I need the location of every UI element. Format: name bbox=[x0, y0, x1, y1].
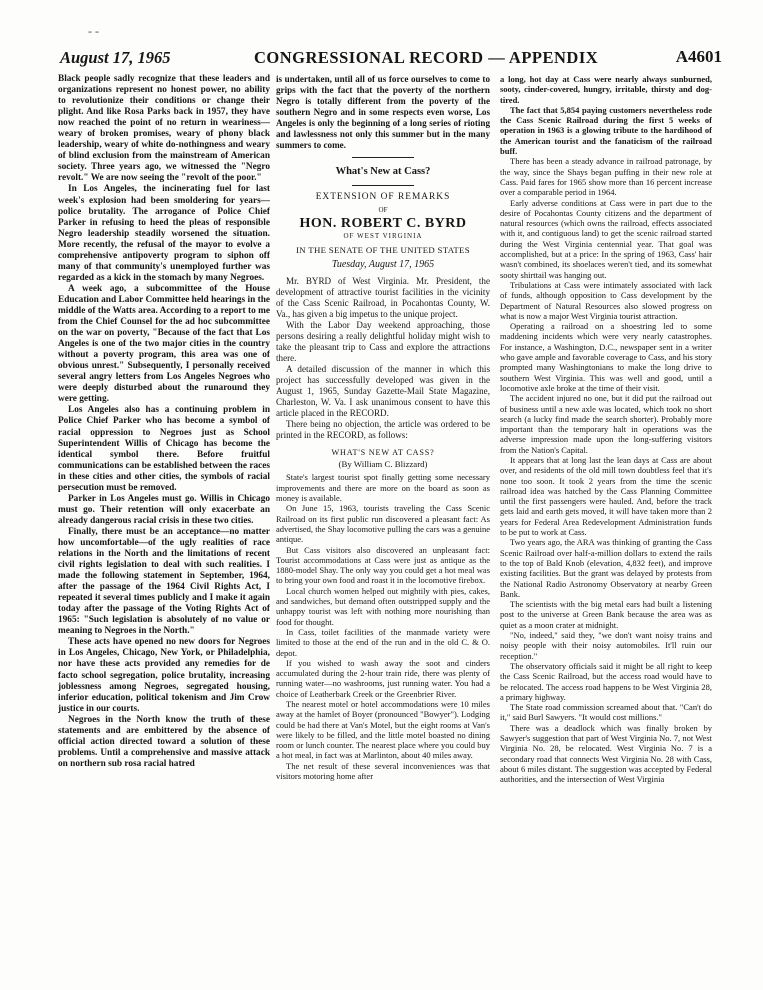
column-2 bbox=[276, 74, 490, 974]
paragraph: Finally, there must be an acceptance—no matter how uncomfortable—of the ugly realities of race relations in the North and the limitations of recent civil rights legislation to deal with such realities. I made the following statement in September, 1964, after the passage of the 1964 Civil Rights Act, I repeated it several times publicly and I make it again today after the passage of the Voting Rights Act of 1965: "Such legislation is absolutely of no value or meaning to Negroes in the North." bbox=[58, 526, 270, 637]
chamber-label: IN THE SENATE OF THE UNITED STATES bbox=[296, 244, 470, 255]
stray-mark: - - bbox=[88, 24, 99, 38]
paragraph: The nearest motel or hotel accommodations were 10 miles away at the hamlet of Boyer (pronounced "Bowyer"). Lodging could be had there at Van's Motel, but the eight rooms at Van's were likely to be filled, and the little motel boasted no dining room or lunch counter. The nearest place where you could buy a hot meal, in fact was at Marlinton, about 40 miles away. bbox=[276, 698, 490, 761]
article-title: WHAT'S NEW AT CASS? bbox=[331, 448, 435, 458]
paragraph: The scientists with the big metal ears had built a listening post to the universe at Green Bank because the area was as quiet as a moon crater at midnight. bbox=[500, 599, 712, 630]
paragraph: On June 15, 1963, tourists traveling the Cass Scenic Railroad on its first public run discovered a pleasant fact: As advertised, the Shay locomotive pulling the cars was a genuine antique. bbox=[276, 503, 490, 545]
paragraph: The fact that 5,854 paying customers nevertheless rode the Cass Scenic Railroad during the first 5 weeks of operation in 1963 is a glowing tribute to the hardihood of the American tourist and the fanaticism of the railroad buff. bbox=[500, 104, 712, 157]
section-title: What's New at Cass? bbox=[335, 166, 431, 178]
paragraph: Negroes in the North know the truth of these statements and are embittered by the absence of official action directed toward a solution of these problems. Until a comprehensive and massive attack on northern sub rosa racial hatred bbox=[58, 714, 270, 769]
paragraph: In Cass, toilet facilities of the manmade variety were limited to those at the end of the run and in the old C. & O. depot. bbox=[276, 626, 490, 658]
paragraph: These acts have opened no new doors for Negroes in Los Angeles, Chicago, New York, or Philadelphia, nor have these acts provided any remedies for de facto school segregation, police brutality, increasing joblessness among Negroes, segregated housing, inferior education, political tokenism and Jim Crow justice in our courts. bbox=[58, 637, 270, 714]
column-3 bbox=[500, 74, 712, 974]
paragraph: Two years ago, the ARA was thinking of granting the Cass Scenic Railroad over half-a-million dollars to extend the rails to the top of Bald Knob (elevation, 4,832 feet), and improve existing facilities. But the grant was delayed by protests from the National Radio Astronomy Observatory at nearby Green Bank. bbox=[500, 537, 712, 599]
paragraph: The State road commission screamed about that. "Can't do it," said Burl Sawyers. "It would cost millions." bbox=[500, 702, 712, 723]
paragraph: The accident injured no one, but it did put the railroad out of business until a new axle was located, which took no short search (a lucky find made the search shorter). Probably more important than the temporary halt in operations was the adverse impression made upon the long-suffering visitors from the Nation's Capital. bbox=[500, 393, 712, 455]
paragraph: Tribulations at Cass were intimately associated with lack of funds, although opposition to Cass development by the Department of Natural Resources also slowed progress on what is now a major West Virginia tourist attraction. bbox=[500, 279, 712, 321]
paragraph: It appears that at long last the lean days at Cass are about over, and residents of the old mill town doubtless feel that it's none too soon. It took 2 years from the time the scenic railroad idea was hatched by the Cass Planning Committee until the first passengers were hauled. And, before the track gets laid and earth gets moved, it will have taken more than 2 years for Federal Area Redevelopment Administration funds to be put to work at Cass. bbox=[500, 454, 712, 538]
paragraph: There was a deadlock which was finally broken by Sawyer's suggestion that part of West Virginia No. 7, not West Virginia No. 28, be relocated. West Virginia No. 7 is a secondary road that connects West Virginia No. 28 with Cass, about 6 miles distant. The suggestion was accepted by Federal authorities, and the intersection of West Virginia bbox=[500, 722, 712, 785]
divider bbox=[352, 185, 414, 186]
paragraph: is undertaken, until all of us force ourselves to come to grips with the fact that the poverty of the northern Negro is totally different from the poverty of the southern Negro and in some respects even worse, Los Angeles is only the beginning of a long series of rioting and lawlessness not only this summer but in the many summers to come. bbox=[276, 74, 490, 151]
paragraph: Parker in Los Angeles must go. Willis in Chicago must go. Their retention will only exacerbate an already dangerous racial crisis in these two cities. bbox=[58, 493, 270, 526]
paragraph: The observatory officials said it might be all right to keep the Cass Scenic Railroad, but the access road would have to be relocated. The access road happens to be West Virginia 28, a primary highway. bbox=[500, 660, 712, 702]
paragraph: Operating a railroad on a shoestring led to some maddening incidents which were very nearly catastrophes. For instance, a Washington, D.C., newspaper sent in a writer who gave ample and favorable coverage to Cass, and his story prompted many Washingtonians to make the long drive to southern West Virginia. This was well and good, until a locomotive axle broke at the time of their visit. bbox=[500, 321, 712, 393]
article-byline: (By William C. Blizzard) bbox=[338, 459, 428, 470]
of-label: OF bbox=[378, 206, 388, 215]
extension-heading: EXTENSION OF REMARKS bbox=[315, 192, 451, 203]
paragraph: The net result of these several inconveniences was that visitors motoring home after bbox=[276, 760, 490, 782]
paragraph: There being no objection, the article was ordered to be printed in the RECORD, as follows: bbox=[276, 419, 490, 441]
paragraph: a long, hot day at Cass were nearly always sunburned, sooty, cinder-covered, hungry, irritable, thirsty and dog-tired. bbox=[500, 74, 712, 105]
paragraph: A detailed discussion of the manner in which this project has successfully developed was given in the August 1, 1965, Sunday Gazette-Mail State Magazine, Charleston, W. Va. I ask unanimous consent to have this article placed in the RECORD. bbox=[276, 364, 490, 419]
paragraph: But Cass visitors also discovered an unpleasant fact: Tourist accommodations at Cass were just as antique as the 1880-model Shay. The only way you could get a hot meal was to bring your own food and roast it in the locomotive firebox. bbox=[276, 544, 490, 586]
speaker-name: HON. ROBERT C. BYRD bbox=[299, 216, 467, 232]
paragraph: Local church women helped out mightily with pies, cakes, and sandwiches, but demand often outstripped supply and the unhappy tourist was left with nothing more nourishing than food for thought. bbox=[276, 585, 490, 627]
page-number: A4601 bbox=[675, 47, 722, 66]
article-body bbox=[276, 472, 490, 781]
paragraph: Los Angeles also has a continuing problem in Police Chief Parker who has become a symbol of racial oppression to Negroes just as School Superintendent Willis of Chicago has become the identical symbol there. Before fruitful communications can be established between the races in these cities and other cities, the symbols of racial persecution must be removed. bbox=[58, 405, 270, 493]
speaker-state: OF WEST VIRGINIA bbox=[343, 231, 423, 240]
page-header bbox=[46, 44, 722, 72]
paragraph: There has been a steady advance in railroad patronage, by the way, since the Shays began puffing in their new role at Cass. Paid fares for 1965 show more than 16 percent increase over a comparable period in 1964. bbox=[500, 156, 712, 198]
paragraph: "No, indeed," said they, "we don't want noisy trains and noisy people with their noisy automobiles. It'll ruin our reception." bbox=[500, 630, 712, 661]
paragraph: Mr. BYRD of West Virginia. Mr. President, the development of attractive tourist facilities in the vicinity of the Cass Scenic Railroad, in Pocahontas County, W. Va., has given a big impetus to the unique project. bbox=[276, 275, 490, 319]
section-date: Tuesday, August 17, 1965 bbox=[331, 258, 435, 270]
paragraph: State's largest tourist spot finally getting some necessary improvements and there are more on the board as soon as money is available. bbox=[276, 472, 490, 504]
header-title: CONGRESSIONAL RECORD — APPENDIX bbox=[254, 48, 599, 67]
divider bbox=[352, 157, 414, 158]
paragraph: With the Labor Day weekend approaching, those persons desiring a really delightful holiday might wish to take the pleasant trip to Cass and explore the attractions there. bbox=[276, 319, 490, 363]
column-1 bbox=[58, 74, 270, 974]
header-date: August 17, 1965 bbox=[60, 48, 171, 67]
paragraph: A week ago, a subcommittee of the House Education and Labor Committee held hearings in the middle of the Watts area. According to a report to me from the Chief Counsel for the ad hoc subcommittee on the war on poverty, "Because of the fact that Los Angeles is one of the two major cities in the country without a poverty program, this area was one of obvious unrest." Subsequently, I personally received several angry letters from Los Angeles Negroes who were deeply disturbed about the runaround they were getting. bbox=[58, 283, 270, 405]
paragraph: If you wished to wash away the soot and cinders accumulated during the 2-hour train ride, there was plenty of running water—no washrooms, just running water. You had a choice of Leatherbark Creek or the Greenbrier River. bbox=[276, 657, 490, 699]
paragraph: In Los Angeles, the incinerating fuel for last week's explosion had been smoldering for years—police brutality. The arrogance of Police Chief Parker in refusing to heed the pleas of responsible Negro leadership steadily worsened the situation. More recently, the refusal of the mayor to evolve a comprehensive antipoverty program to siphon off many of that community's unemployed further was regarded as a kick in the stomach by many Negroes. bbox=[58, 184, 270, 283]
paragraph: Black people sadly recognize that these leaders and organizations represent no honest power, no ability to revolutionize their conditions or change their plight. And like Rosa Parks back in 1957, they have now reached the point of no return in weariness—weary of broken promises, weary of phony black leadership, weary of white do-nothingness and weary of blind exclusion from the mainstream of American society. Three years ago, we witnessed the "Negro revolt." We are now seeing the "revolt of the poor." bbox=[58, 74, 270, 184]
paragraph: Early adverse conditions at Cass were in part due to the desire of Pocahontas County citizens and the department of natural resources (which owns the railroad, effects associated with it, and contiguous land) to get the scenic railroad started during the West Virginia centennial year. That goal was accomplished, but at a price: In the spring of 1963, Cass' hair wasn't combined, its shoelaces weren't tied, and its somewhat sooty shirttail was hanging out. bbox=[500, 197, 712, 280]
